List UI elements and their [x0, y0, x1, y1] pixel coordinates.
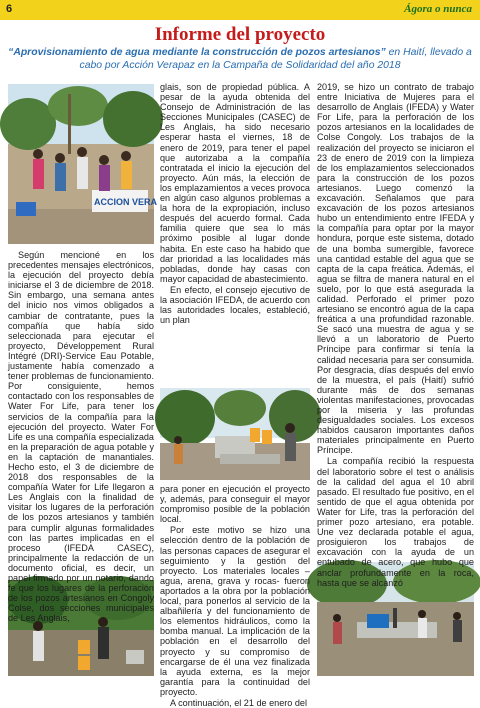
- column-1: [8, 250, 154, 624]
- article-title: Informe del proyecto: [154, 24, 326, 45]
- banner-text: ACCION VERA: [94, 197, 158, 207]
- column-2-bottom: [160, 484, 310, 708]
- section-name: Ágora o nunca: [404, 3, 472, 15]
- col2-paragraph-3: para poner en ejecución el proyecto y, además, para conseguir el mayor compromiso posible de la población local.: [160, 484, 310, 525]
- photo-community-banner: [8, 84, 158, 244]
- photo-well-construction: [160, 388, 310, 480]
- col2-paragraph-5: A continuación, el 21 de enero del: [170, 697, 308, 708]
- page-number: 6: [6, 3, 13, 15]
- article-subtitle: [8, 46, 472, 72]
- subtitle-quote: “Aprovisionamiento de agua mediante la construcción de pozos artesianos”: [8, 47, 386, 58]
- subtitle-rest: en Haití, llevado a cabo por Acción Verapaz en la Campaña de Solidaridad del año 2018: [79, 47, 472, 71]
- column-2-top: [160, 82, 310, 384]
- col2-paragraph-1: glais, son de propiedad pública. A pesar de la ayuda obtenida del Consejo de Administración de las Secciones Municipales (CASEC) de Les Anglais, ha sido necesario esperar hasta el viernes, 18 de enero de 2019, para tener el papel que autorizaba a la compañía contratada el inicio la ejecución del proyecto. Aún más, la elección de los emplazamientos a veces provoca en algún caso algunos problemas a la hora de la expropiación, incluso después del acuerdo formal. Cada familia quiere que sea lo más próximo posible al lugar donde habita. En este caso ha habido que dar prioridad a las localidades más pobladas, donde hay casas con mayor capacidad de abastecimiento.: [160, 82, 310, 284]
- col1-paragraph: Según mencioné en los precedentes mensajes electrónicos, la ejecución del proyecto debía iniciarse el 3 de diciembre de 2018. Sin embargo, una semana antes del inicio nos vimos obligados a cambiar de contratante, pues la compañía que había sido seleccionada para ejecutar el proyecto, Développement Rural Intégré (DRI)-Service Eau Potable, justamente había comenzado a tener problemas de funcionamiento. Por consiguiente, hemos contactado con los responsables de Water For Life, para tener los servicios de la compañía para la ejecución del proyecto. Water For Life es una compañía especializada en la preparación de agua potable y en la captación de manantiales. Hecho esto, el 3 de diciembre de 2018 dos responsables de la compañía Water for Life llegaron a Les Anglais con la finalidad de visitar los lugares de la perforación de los pozos artesianos y también para cumplir algunas formalidades con las partes implicadas en el proceso (IFEDA CASEC), principalmente la redacción de un documento oficial, es decir, un papel firmado por un notario, dando fe que los lugares de la perforación de los pozos artesianos en Congoly Colse, dos secciones municipales de Les Anglais,: [8, 250, 154, 624]
- column-3: [317, 82, 474, 588]
- col3-paragraph-1: 2019, se hizo un contrato de trabajo entre Iniciativa de Mujeres para el desarrollo de Anglais (IFEDA) y Water For Life, para la perforación de los pozos artesianos en la localidades de Colse Congoly. Los trabajos de la realización del proyecto se iniciaron el 23 de enero de 2019 con la limpieza de los emplazamientos seleccionados para la construcción de los pozos artesianos. Luego comenzó la excavación. Señalamos que para excavación de los pozos artesianos hubo un entendimiento entre IFEDA y la compañía para optar por la mayor hondura, porque este sistema, dotado de una bomba sumergible, favorece una cantidad estable del agua que se capta de la capa freática. Además, el agua se filtra de manera natural en el suelo, por lo que está asegurada la calidad. Perforado el primer pozo artesiano se encontró agua de la capa freática a una profundidad razonable. Se sacó una muestra de agua y se llevó a un laboratorio de Puerto Príncipe para confirmar si tenía la calidad necesaria para ser consumida. Por desgracia, días después del envío de la muestra, el país (Haití) sufrió durante más de dos semanas violentas manifestaciones, provocadas por la miseria y las profundas desigualdades sociales. Los excesos habidos causaron importantes daños materiales principalmente en Puerto Príncipe.: [317, 82, 474, 456]
- col2-paragraph-2: En efecto, el consejo ejecutivo de la asociación IFEDA, de acuerdo con las autoridades locales, estableció, un plan: [160, 284, 310, 326]
- col3-paragraph-2: La compañía recibió la respuesta del laboratorio sobre el test o análisis de la calidad del agua el 10 abril pasado. El resultado fue positivo, en el sentido de que el agua obtenida por Water for Life, tras la perforación del primer pozo artesiano, era potable. Une vez declarada potable el agua, prosiguieron los trabajos de excavación con la ayuda de un entubado de acero, que hubo que anclar profundamente en la roca, hasta que se alcanzó: [317, 456, 474, 588]
- col2-paragraph-4: Por este motivo se hizo una selección dentro de la población de las personas capaces de asegurar el seguimiento y la gestión del proyecto. Los materiales locales – agua, arena, grava y rocas- fueron aportados a la obra por la población local, para ponerlos al servicio de la albañilería y del funcionamiento de los elementos hidráulicos, como la bomba manual. La implicación de la población en el desarrollo del proyecto y su compromiso de encargarse de él una vez finalizada la ayuda externa, es la mejor garantía para la continuidad del proyecto.: [160, 525, 310, 697]
